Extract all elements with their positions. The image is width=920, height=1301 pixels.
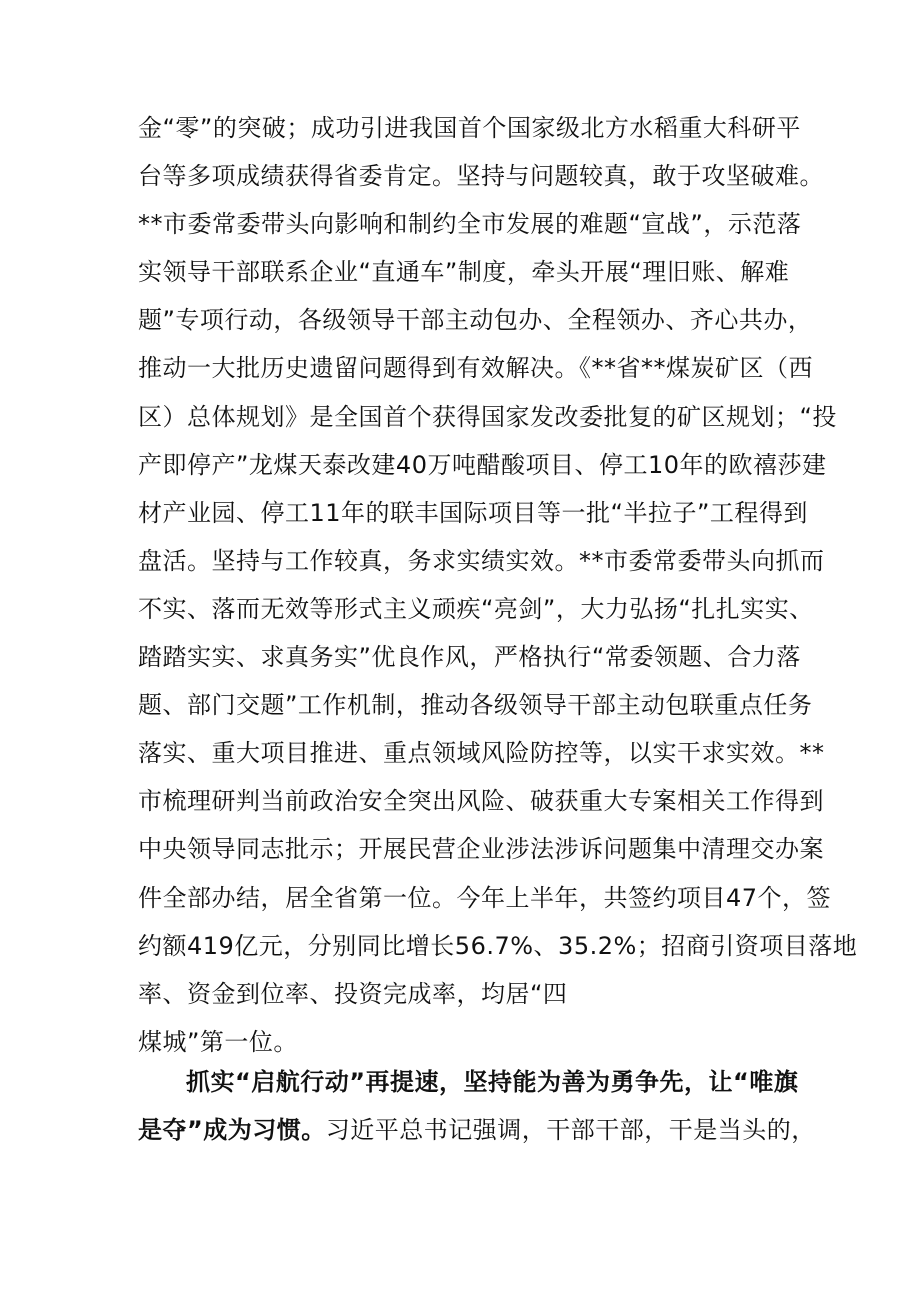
text-line: 产即停产”龙煤天泰改建40万吨醋酸项目、停工10年的欧禧莎建 [138, 450, 827, 479]
regular-text: 习近平总书记强调，干部干部，干是当头的， [325, 1116, 816, 1145]
text-line: 件全部办结，居全省第一位。今年上半年，共签约项目47个，签 [138, 883, 832, 912]
text-line: 煤城”第一位。 [138, 1027, 298, 1056]
text-line: 题、部门交题”工作机制，推动各级领导干部主动包联重点任务 [138, 691, 813, 720]
text-line: **市委常委带头向影响和制约全市发展的难题“宣战”，示范落 [138, 210, 802, 239]
text-line: 金“零”的突破；成功引进我国首个国家级北方水稻重大科研平 [138, 114, 801, 142]
text-line: 区）总体规划》是全国首个获得国家发改委批复的矿区规划；“投 [138, 402, 837, 431]
body-paragraph-heading [138, 1058, 816, 1154]
text-line [138, 1106, 816, 1154]
bold-lead-text: 是夺”成为习惯。 [138, 1116, 326, 1145]
text-line: 中央领导同志批示；开展民营企业涉法涉诉问题集中清理交办案 [138, 835, 824, 864]
text-line: 不实、落而无效等形式主义顽疾“亮剑”，大力弘扬“扎扎实实、 [138, 594, 814, 623]
text-line: 踏踏实实、求真务实”优良作风，严格执行“常委领题、合力落 [138, 643, 801, 672]
text-line: 约额419亿元，分别同比增长56.7%、35.2%；招商引资项目落地 [138, 931, 858, 960]
text-line: 市梳理研判当前政治安全突出风险、破获重大专案相关工作得到 [138, 787, 824, 816]
body-paragraph [138, 104, 858, 1066]
text-line: 率、资金到位率、投资完成率，均居“四 [138, 979, 568, 1008]
text-line: 落实、重大项目推进、重点领域风险防控等，以实干求实效。** [138, 739, 825, 768]
text-line: 台等多项成绩获得省委肯定。坚持与问题较真，敢于攻坚破难。 [138, 162, 824, 191]
text-line: 材产业园、停工11年的联丰国际项目等一批“半拉子”工程得到 [138, 498, 808, 527]
text-line: 推动一大批历史遗留问题得到有效解决。《**省**煤炭矿区（西 [138, 354, 813, 383]
text-line: 题”专项行动，各级领导干部主动包办、全程领办、齐心共办， [138, 306, 813, 335]
text-line: 盘活。坚持与工作较真，务求实绩实效。**市委常委带头向抓而 [138, 546, 825, 575]
bold-lead-line: 抓实“启航行动”再提速，坚持能为善为勇争先，让“唯旗 [186, 1068, 799, 1096]
text-line: 实领导干部联系企业“直通车”制度，牵头开展“理旧账、解难 [138, 258, 790, 287]
